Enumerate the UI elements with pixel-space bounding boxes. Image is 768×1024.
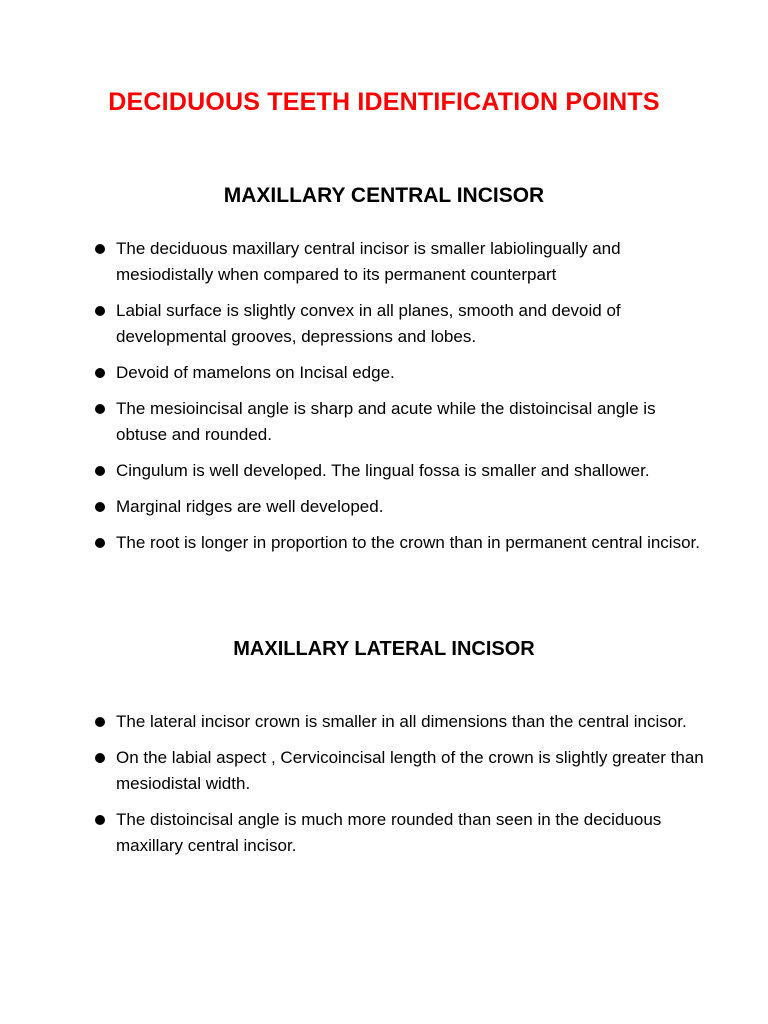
list-item	[0, 745, 768, 797]
list-item-text: Marginal ridges are well developed.	[116, 497, 384, 516]
list-item	[0, 494, 768, 520]
bullet-icon	[95, 306, 105, 316]
list-item-text: Labial surface is slightly convex in all planes, smooth and devoid of developmental grooves, depressions and lobes.	[116, 301, 621, 346]
bullet-icon	[95, 466, 105, 476]
list-item-text: The lateral incisor crown is smaller in all dimensions than the central incisor.	[116, 712, 687, 731]
bullet-icon	[95, 538, 105, 548]
list-item	[0, 396, 768, 448]
list-item-text: The mesioincisal angle is sharp and acute while the distoincisal angle is obtuse and rounded.	[116, 399, 656, 444]
bullet-icon	[95, 368, 105, 378]
section-heading-central-incisor: MAXILLARY CENTRAL INCISOR	[223, 184, 545, 207]
list-item	[0, 807, 768, 859]
bullet-icon	[95, 244, 105, 254]
central-incisor-points	[0, 236, 768, 566]
document-title: DECIDUOUS TEETH IDENTIFICATION POINTS	[108, 88, 660, 116]
bullet-icon	[95, 815, 105, 825]
list-item	[0, 530, 768, 556]
section-heading-lateral-incisor: MAXILLARY LATERAL INCISOR	[233, 638, 535, 660]
list-item-text: Devoid of mamelons on Incisal edge.	[116, 363, 395, 382]
bullet-icon	[95, 753, 105, 763]
list-item	[0, 236, 768, 288]
list-item-text: The deciduous maxillary central incisor is smaller labiolingually and mesiodistally when compared to its permanent counterpart	[116, 239, 621, 284]
list-item-text: The distoincisal angle is much more rounded than seen in the deciduous maxillary central incisor.	[116, 810, 662, 855]
list-item	[0, 360, 768, 386]
bullet-icon	[95, 502, 105, 512]
list-item	[0, 709, 768, 735]
list-item	[0, 298, 768, 350]
list-item-text: On the labial aspect , Cervicoincisal length of the crown is slightly greater than mesiodistal width.	[116, 748, 704, 793]
list-item-text: Cingulum is well developed. The lingual fossa is smaller and shallower.	[116, 461, 650, 480]
lateral-incisor-points	[0, 709, 768, 869]
list-item	[0, 458, 768, 484]
bullet-icon	[95, 717, 105, 727]
bullet-icon	[95, 404, 105, 414]
list-item-text: The root is longer in proportion to the crown than in permanent central incisor.	[116, 533, 700, 552]
